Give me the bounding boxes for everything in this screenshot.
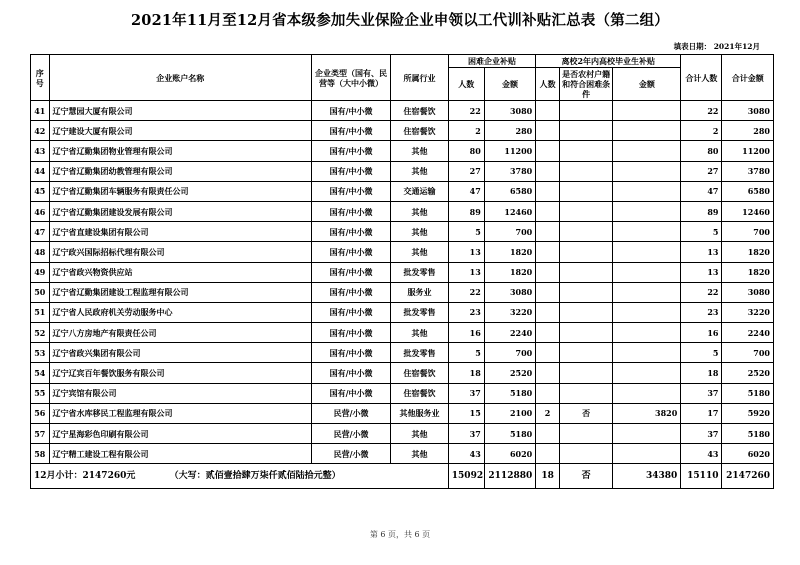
header-grad-count: 人数 (536, 68, 560, 101)
cell-grad-count (536, 383, 560, 403)
cell-grad-amount (613, 323, 681, 343)
cell-hard-amount: 12460 (484, 201, 535, 221)
cell-grad-count (536, 262, 560, 282)
cell-industry: 批发零售 (391, 302, 449, 322)
cell-company-name: 辽宁慧园大厦有限公司 (49, 101, 311, 121)
table-row (31, 302, 774, 322)
cell-grad-amount (613, 101, 681, 121)
cell-grad-amount (613, 161, 681, 181)
cell-total-amount: 700 (722, 222, 774, 242)
cell-grad-amount (613, 444, 681, 464)
cell-total-amount: 280 (722, 121, 774, 141)
cell-hard-count: 47 (448, 181, 484, 201)
cell-company-type: 国有/中小微 (311, 101, 390, 121)
total-count: 15110 (681, 464, 722, 489)
total-grad-rural: 否 (559, 464, 613, 489)
cell-industry: 住宿餐饮 (391, 121, 449, 141)
cell-hard-count: 43 (448, 444, 484, 464)
cell-company-name: 辽宁省水库移民工程监理有限公司 (49, 403, 311, 423)
cell-company-type: 民营/小微 (311, 424, 390, 444)
cell-total-count: 47 (681, 181, 722, 201)
cell-hard-count: 18 (448, 363, 484, 383)
header-grad-rural: 是否农村户籍和符合困难条件 (559, 68, 613, 101)
cell-grad-rural (559, 444, 613, 464)
table-row (31, 121, 774, 141)
table-row (31, 363, 774, 383)
cell-industry: 其他服务业 (391, 403, 449, 423)
cell-company-name: 辽宁政兴国际招标代理有限公司 (49, 242, 311, 262)
cell-hard-count: 2 (448, 121, 484, 141)
cell-company-name: 辽宁省政兴物资供应站 (49, 262, 311, 282)
header-row-1 (31, 55, 774, 68)
cell-grad-rural (559, 101, 613, 121)
cell-grad-amount (613, 242, 681, 262)
cell-industry: 交通运输 (391, 181, 449, 201)
cell-grad-count (536, 444, 560, 464)
cell-hard-count: 80 (448, 141, 484, 161)
cell-grad-rural: 否 (559, 403, 613, 423)
cell-total-count: 89 (681, 201, 722, 221)
cell-total-amount: 5920 (722, 403, 774, 423)
cell-company-type: 国有/中小微 (311, 343, 390, 363)
cell-company-type: 国有/中小微 (311, 363, 390, 383)
table-row (31, 403, 774, 423)
cell-hard-count: 5 (448, 343, 484, 363)
cell-company-name: 辽宁星海彩色印刷有限公司 (49, 424, 311, 444)
cell-company-name: 辽宁省直建设集团有限公司 (49, 222, 311, 242)
table-row (31, 323, 774, 343)
cell-total-count: 5 (681, 343, 722, 363)
cell-grad-amount (613, 383, 681, 403)
cell-hard-amount: 1820 (484, 262, 535, 282)
cell-company-name: 辽宁省政兴集团有限公司 (49, 343, 311, 363)
cell-grad-rural (559, 121, 613, 141)
cell-hard-amount: 5180 (484, 383, 535, 403)
cell-seq: 51 (31, 302, 50, 322)
cell-grad-amount (613, 343, 681, 363)
cell-total-amount: 5180 (722, 424, 774, 444)
cell-seq: 53 (31, 343, 50, 363)
cell-company-type: 国有/中小微 (311, 121, 390, 141)
cell-hard-amount: 3220 (484, 302, 535, 322)
header-group-hard: 困难企业补贴 (448, 55, 535, 68)
cell-grad-amount (613, 262, 681, 282)
table-row (31, 222, 774, 242)
cell-total-amount: 1820 (722, 242, 774, 262)
cell-grad-amount (613, 222, 681, 242)
cell-seq: 55 (31, 383, 50, 403)
cell-grad-rural (559, 363, 613, 383)
cell-seq: 58 (31, 444, 50, 464)
cell-seq: 57 (31, 424, 50, 444)
cell-total-count: 16 (681, 323, 722, 343)
cell-company-type: 国有/中小微 (311, 181, 390, 201)
cell-hard-amount: 11200 (484, 141, 535, 161)
cell-company-type: 国有/中小微 (311, 141, 390, 161)
cell-seq: 41 (31, 101, 50, 121)
cell-total-count: 27 (681, 161, 722, 181)
cell-company-type: 国有/中小微 (311, 222, 390, 242)
cell-hard-amount: 2520 (484, 363, 535, 383)
cell-grad-count (536, 302, 560, 322)
cell-company-name: 辽宁八方房地产有限责任公司 (49, 323, 311, 343)
cell-seq: 45 (31, 181, 50, 201)
header-total-amount: 合计金额 (722, 55, 774, 101)
cell-industry: 住宿餐饮 (391, 383, 449, 403)
cell-hard-count: 16 (448, 323, 484, 343)
cell-grad-rural (559, 262, 613, 282)
cell-grad-rural (559, 161, 613, 181)
cell-total-amount: 3080 (722, 101, 774, 121)
cell-hard-count: 89 (448, 201, 484, 221)
cell-hard-count: 27 (448, 161, 484, 181)
cell-industry: 住宿餐饮 (391, 363, 449, 383)
cell-company-type: 国有/中小微 (311, 201, 390, 221)
cell-grad-rural (559, 424, 613, 444)
cell-hard-amount: 280 (484, 121, 535, 141)
cell-total-amount: 11200 (722, 141, 774, 161)
cell-seq: 49 (31, 262, 50, 282)
cell-total-amount: 3220 (722, 302, 774, 322)
total-label-cell (31, 464, 449, 489)
header-hard-count: 人数 (448, 68, 484, 101)
cell-grad-rural (559, 181, 613, 201)
cell-grad-count (536, 201, 560, 221)
cell-industry: 批发零售 (391, 343, 449, 363)
cell-industry: 住宿餐饮 (391, 101, 449, 121)
cell-industry: 批发零售 (391, 262, 449, 282)
cell-grad-count (536, 222, 560, 242)
table-row (31, 282, 774, 302)
header-hard-amount: 金额 (484, 68, 535, 101)
cell-total-count: 2 (681, 121, 722, 141)
cell-grad-count (536, 424, 560, 444)
cell-total-count: 37 (681, 383, 722, 403)
cell-total-count: 22 (681, 282, 722, 302)
cell-hard-amount: 700 (484, 222, 535, 242)
table-row (31, 444, 774, 464)
cell-hard-count: 13 (448, 262, 484, 282)
cell-industry: 其他 (391, 242, 449, 262)
cell-total-count: 13 (681, 262, 722, 282)
cell-total-count: 5 (681, 222, 722, 242)
cell-company-name: 辽宁省辽勤集团物业管理有限公司 (49, 141, 311, 161)
cell-total-count: 43 (681, 444, 722, 464)
cell-hard-amount: 3780 (484, 161, 535, 181)
cell-grad-amount (613, 181, 681, 201)
cell-seq: 54 (31, 363, 50, 383)
cell-grad-count (536, 101, 560, 121)
cell-industry: 其他 (391, 161, 449, 181)
cell-hard-count: 37 (448, 424, 484, 444)
cell-total-count: 37 (681, 424, 722, 444)
cell-total-amount: 5180 (722, 383, 774, 403)
cell-company-type: 国有/中小微 (311, 262, 390, 282)
header-industry: 所属行业 (391, 55, 449, 101)
cell-hard-amount: 3080 (484, 101, 535, 121)
cell-hard-amount: 700 (484, 343, 535, 363)
cell-grad-count (536, 323, 560, 343)
cell-company-name: 辽宁省辽勤集团幼教管理有限公司 (49, 161, 311, 181)
header-group-grad: 离校2年内高校毕业生补贴 (536, 55, 681, 68)
cell-grad-rural (559, 383, 613, 403)
cell-industry: 其他 (391, 444, 449, 464)
cell-hard-amount: 5180 (484, 424, 535, 444)
cell-grad-amount: 3820 (613, 403, 681, 423)
header-name: 企业账户名称 (49, 55, 311, 101)
cell-grad-count: 2 (536, 403, 560, 423)
table-row (31, 201, 774, 221)
cell-total-count: 17 (681, 403, 722, 423)
cell-industry: 其他 (391, 222, 449, 242)
table-row (31, 101, 774, 121)
cell-hard-amount: 1820 (484, 242, 535, 262)
total-hard-count: 15092 (448, 464, 484, 489)
table-row (31, 181, 774, 201)
summary-table (30, 54, 774, 489)
cell-company-type: 国有/中小微 (311, 383, 390, 403)
cell-seq: 52 (31, 323, 50, 343)
cell-company-type: 国有/中小微 (311, 161, 390, 181)
cell-company-name: 辽宁省辽勤集团建设发展有限公司 (49, 201, 311, 221)
cell-company-name: 辽宁省辽勤集团车辆服务有限责任公司 (49, 181, 311, 201)
cell-total-amount: 6020 (722, 444, 774, 464)
cell-seq: 42 (31, 121, 50, 141)
cell-total-count: 23 (681, 302, 722, 322)
page-title: 2021年11月至12月省本级参加失业保险企业申领以工代训补贴汇总表（第二组） (130, 12, 669, 29)
total-uppercase: （大写：贰佰壹拾肆万柒仟贰佰陆拾元整） (169, 471, 341, 482)
cell-grad-rural (559, 201, 613, 221)
cell-total-amount: 1820 (722, 262, 774, 282)
header-seq: 序号 (31, 55, 50, 101)
page-footer: 第 6 页，共 6 页 (369, 530, 431, 539)
cell-grad-count (536, 141, 560, 161)
cell-seq: 48 (31, 242, 50, 262)
cell-company-type: 国有/中小微 (311, 282, 390, 302)
cell-hard-amount: 3080 (484, 282, 535, 302)
header-type: 企业类型（国有、民营等（大中小微） (311, 55, 390, 101)
cell-seq: 44 (31, 161, 50, 181)
cell-grad-rural (559, 141, 613, 161)
cell-total-count: 18 (681, 363, 722, 383)
fill-date: 填表日期： 2021年12月 (673, 42, 760, 51)
cell-hard-count: 5 (448, 222, 484, 242)
cell-total-amount: 2240 (722, 323, 774, 343)
cell-grad-count (536, 282, 560, 302)
cell-seq: 56 (31, 403, 50, 423)
cell-company-name: 辽宁省人民政府机关劳动服务中心 (49, 302, 311, 322)
cell-grad-rural (559, 222, 613, 242)
cell-company-name: 辽宁宾馆有限公司 (49, 383, 311, 403)
cell-industry: 其他 (391, 141, 449, 161)
cell-grad-amount (613, 282, 681, 302)
cell-company-type: 国有/中小微 (311, 242, 390, 262)
cell-seq: 50 (31, 282, 50, 302)
cell-grad-amount (613, 121, 681, 141)
table-row (31, 424, 774, 444)
cell-seq: 47 (31, 222, 50, 242)
cell-total-amount: 2520 (722, 363, 774, 383)
cell-hard-count: 37 (448, 383, 484, 403)
cell-company-type: 国有/中小微 (311, 302, 390, 322)
cell-industry: 其他 (391, 323, 449, 343)
total-row (31, 464, 774, 489)
table-row (31, 161, 774, 181)
total-grad-count: 18 (536, 464, 560, 489)
cell-hard-count: 22 (448, 282, 484, 302)
cell-total-amount: 3080 (722, 282, 774, 302)
cell-industry: 服务业 (391, 282, 449, 302)
total-amount: 2147260 (722, 464, 774, 489)
cell-grad-rural (559, 323, 613, 343)
total-label: 12月小计：2147260元 (34, 471, 136, 482)
cell-hard-count: 22 (448, 101, 484, 121)
cell-grad-count (536, 121, 560, 141)
cell-hard-amount: 6020 (484, 444, 535, 464)
cell-grad-count (536, 181, 560, 201)
cell-total-count: 22 (681, 101, 722, 121)
cell-hard-amount: 2240 (484, 323, 535, 343)
total-grad-amount: 34380 (613, 464, 681, 489)
cell-grad-rural (559, 282, 613, 302)
cell-company-name: 辽宁省辽勤集团建设工程监理有限公司 (49, 282, 311, 302)
cell-hard-amount: 6580 (484, 181, 535, 201)
cell-company-name: 辽宁建设大厦有限公司 (49, 121, 311, 141)
cell-grad-amount (613, 302, 681, 322)
table-row (31, 343, 774, 363)
cell-industry: 其他 (391, 424, 449, 444)
cell-total-amount: 6580 (722, 181, 774, 201)
cell-total-count: 13 (681, 242, 722, 262)
header-grad-amount: 金额 (613, 68, 681, 101)
cell-grad-count (536, 343, 560, 363)
cell-grad-rural (559, 242, 613, 262)
table-row (31, 242, 774, 262)
cell-company-type: 国有/中小微 (311, 323, 390, 343)
cell-total-amount: 700 (722, 343, 774, 363)
cell-hard-count: 15 (448, 403, 484, 423)
cell-total-count: 80 (681, 141, 722, 161)
cell-grad-count (536, 242, 560, 262)
cell-seq: 43 (31, 141, 50, 161)
cell-company-type: 民营/小微 (311, 403, 390, 423)
cell-grad-rural (559, 343, 613, 363)
cell-total-amount: 3780 (722, 161, 774, 181)
table-row (31, 262, 774, 282)
cell-company-name: 辽宁辽宾百年餐饮服务有限公司 (49, 363, 311, 383)
cell-company-name: 辽宁精工建设工程有限公司 (49, 444, 311, 464)
cell-grad-amount (613, 363, 681, 383)
table-row (31, 383, 774, 403)
cell-seq: 46 (31, 201, 50, 221)
table-row (31, 141, 774, 161)
cell-company-type: 民营/小微 (311, 444, 390, 464)
cell-grad-amount (613, 141, 681, 161)
total-hard-amount: 2112880 (484, 464, 535, 489)
header-total-count: 合计人数 (681, 55, 722, 101)
cell-total-amount: 12460 (722, 201, 774, 221)
cell-grad-count (536, 363, 560, 383)
cell-hard-count: 13 (448, 242, 484, 262)
cell-grad-amount (613, 424, 681, 444)
cell-grad-rural (559, 302, 613, 322)
cell-industry: 其他 (391, 201, 449, 221)
cell-grad-count (536, 161, 560, 181)
cell-hard-amount: 2100 (484, 403, 535, 423)
cell-grad-amount (613, 201, 681, 221)
cell-hard-count: 23 (448, 302, 484, 322)
